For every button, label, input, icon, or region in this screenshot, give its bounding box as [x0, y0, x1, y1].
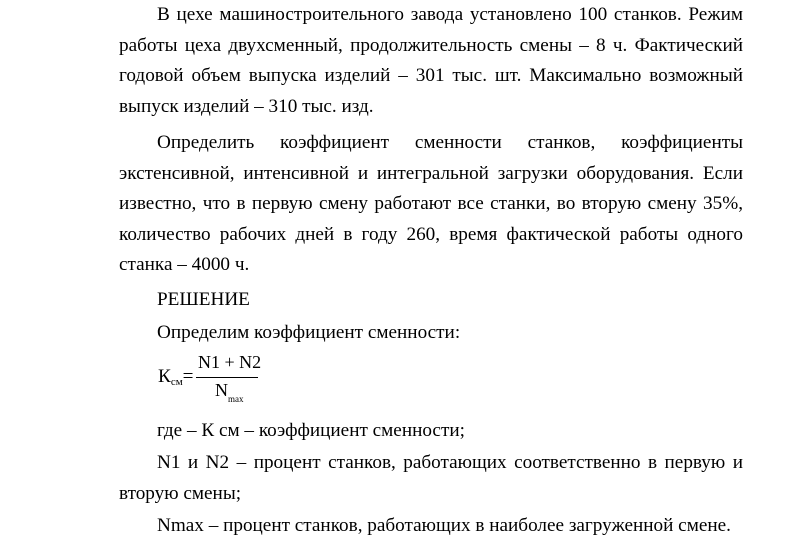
definition-k-text: где – К см – коэффициент сменности; — [157, 420, 465, 441]
definition-nmax-text: Nmax – процент станков, работающих в наиболее загруженной смене. — [157, 515, 731, 536]
problem-statement-paragraph: В цехе машиностроительного завода установлено 100 станков. Режим работы цеха двухсменный, продолжительность смены – 8 ч. Фактический годовой объем выпуска изделий – 301 тыс. шт. Максимально возможный выпуск изделий – 310 тыс. изд. — [119, 4, 743, 117]
formula-denominator: $N_{max}$ — [215, 380, 244, 404]
solution-heading: РЕШЕНИЕ — [157, 289, 250, 310]
definition-n1-n2-paragraph: N1 и N2 – процент станков, работающих соответственно в первую и вторую смены; — [119, 452, 743, 504]
task-paragraph: Определить коэффициент сменности станков, коэффициенты экстенсивной, интенсивной и интегральной загрузки оборудования. Если известно, что в первую смену работают все станки, во вторую смену 35%, количество рабочих дней в году 260, время фактической работы одного станка – 4000 ч. — [119, 132, 743, 275]
formula-lhs: $К_{см}=$ — [158, 366, 194, 388]
formula-equals: = — [182, 366, 194, 387]
formula-numerator: N1 + N2 — [198, 352, 262, 372]
shift-coefficient-formula — [158, 352, 278, 412]
formula-lhs-subscript: см — [170, 376, 183, 388]
formula-intro-text: Определим коэффициент сменности: — [157, 322, 461, 343]
fraction-bar — [196, 377, 258, 378]
formula-denominator-subscript: max — [228, 394, 244, 404]
